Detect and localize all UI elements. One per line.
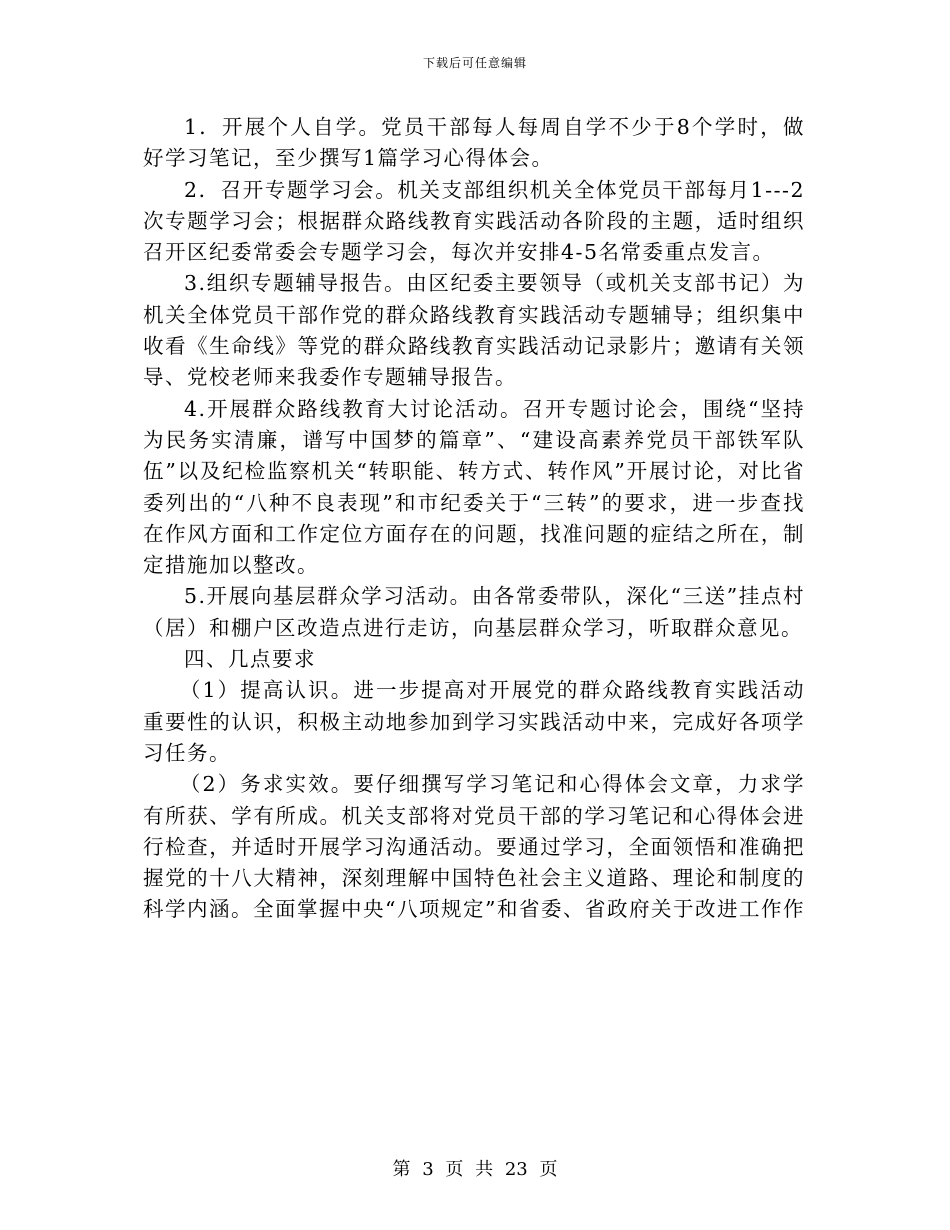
- paragraph-guidance-report: 3.组织专题辅导报告。由区纪委主要领导（或机关支部书记）为机关全体党员干部作党的群众路线教育实践活动专题辅导；组织集中收看《生命线》等党的群众路线教育实践活动记录影片；邀请有关领导、党校老师来我委作专题辅导报告。: [143, 271, 805, 390]
- paragraph-grassroots-study: 5.开展向基层群众学习活动。由各常委带队，深化“三送”挂点村（居）和棚户区改造点进行走访，向基层群众学习，听取群众意见。: [143, 584, 805, 640]
- paragraph-self-study: 1．开展个人自学。党员干部每人每周自学不少于8个学时，做好学习笔记，至少撰写1篇学习心得体会。: [143, 115, 805, 171]
- paragraph-discussion: 4.开展群众路线教育大讨论活动。召开专题讨论会，围绕“坚持为民务实清廉，谱写中国梦的篇章”、“建设高素养党员干部铁军队伍”以及纪检监察机关“转职能、转方式、转作风”开展讨论，对比省委列出的“八种不良表现”和市纪委关于“三转”的要求，进一步查找在作风方面和工作定位方面存在的问题，找准问题的症结之所在，制定措施加以整改。: [143, 396, 805, 578]
- header-note: 下载后可任意编辑: [422, 56, 527, 70]
- paragraph-awareness: （1）提高认识。进一步提高对开展党的群众路线教育实践活动重要性的认识，积极主动地参加到学习实践活动中来，完成好各项学习任务。: [143, 678, 805, 765]
- body-text: [143, 112, 805, 926]
- section-heading-requirements: 四、几点要求: [184, 647, 316, 672]
- paragraph-effectiveness: （2）务求实效。要仔细撰写学习笔记和心得体会文章，力求学有所获、学有所成。机关支部将对党员干部的学习笔记和心得体会进行检查，并适时开展学习沟通活动。要通过学习，全面领悟和准确把握党的十八大精神，深刻理解中国特色社会主义道路、理论和制度的科学内涵。全面掌握中央“八项规定”和省委、省政府关于改进工作作: [143, 772, 805, 922]
- page-number-footer: 第 3 页 共 23 页: [392, 1159, 558, 1180]
- paragraph-study-meeting: 2．召开专题学习会。机关支部组织机关全体党员干部每月1---2次专题学习会；根据群众路线教育实践活动各阶段的主题，适时组织召开区纪委常委会专题学习会，每次并安排4-5名常委重点发言。: [143, 177, 805, 265]
